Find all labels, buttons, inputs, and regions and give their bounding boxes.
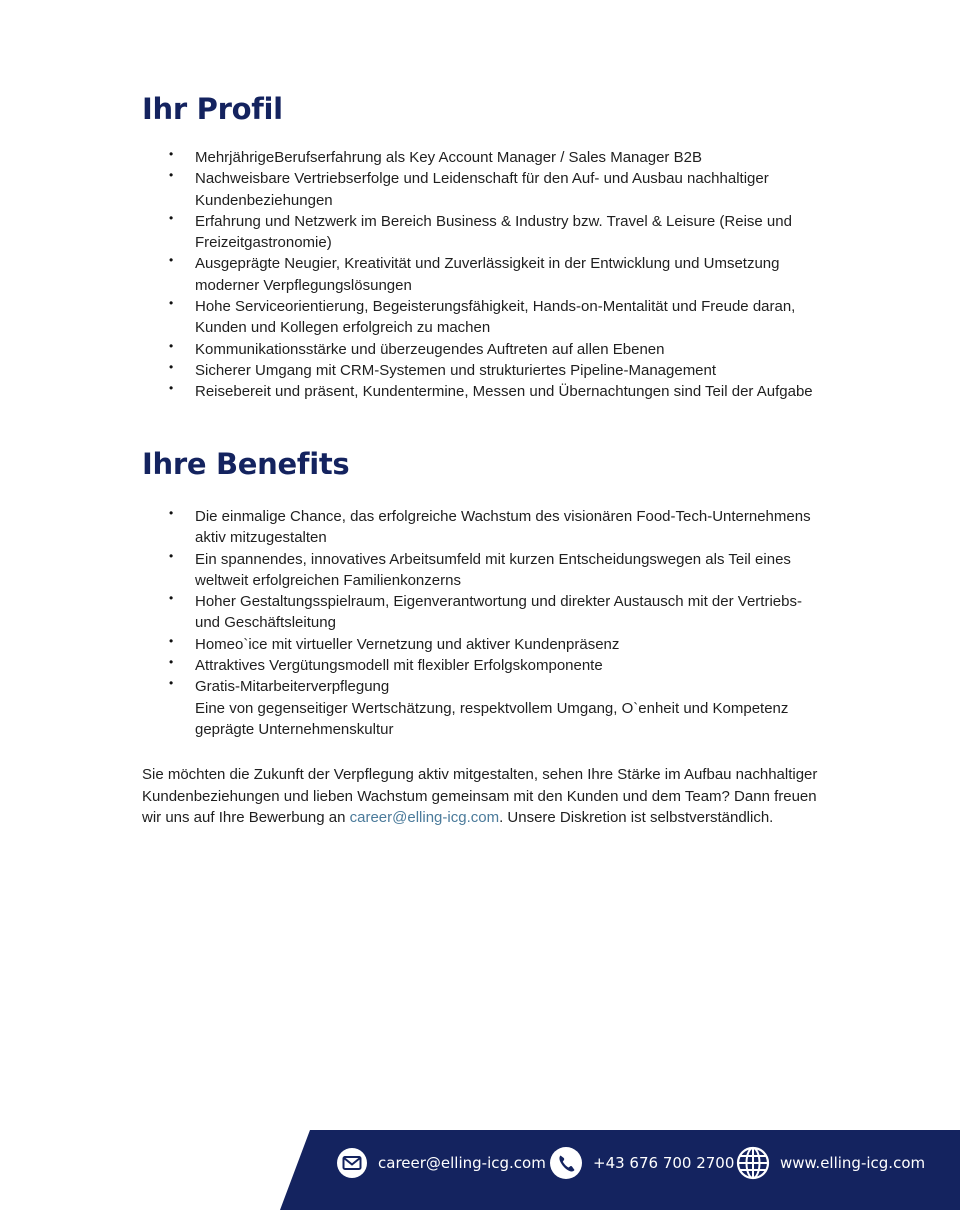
list-item bbox=[142, 168, 822, 211]
list-item bbox=[142, 698, 822, 741]
bullet-icon: • bbox=[169, 633, 174, 648]
list-item-text: Ausgeprägte Neugier, Kreativität und Zuverlässigkeit in der Entwicklung und Umsetzung moderner Verpflegungslösungen bbox=[195, 255, 780, 294]
email-link[interactable]: career@elling-icg.com bbox=[349, 809, 500, 826]
footer-phone-text[interactable]: +43 676 700 2700 bbox=[593, 1154, 735, 1172]
phone-icon bbox=[549, 1146, 583, 1180]
bullet-icon: • bbox=[169, 296, 174, 311]
list-item-text: Homeo`ice mit virtueller Vernetzung und aktiver Kundenpräsenz bbox=[195, 635, 620, 653]
list-item-text: Erfahrung und Netzwerk im Bereich Business & Industry bzw. Travel & Leisure (Reise und Freizeitgastronomie) bbox=[195, 212, 792, 252]
envelope-icon bbox=[336, 1147, 368, 1179]
list-item-text: Reisebereit und präsent, Kundentermine, Messen und Übernachtungen sind Teil der Aufgabe bbox=[195, 383, 813, 401]
list-item bbox=[142, 506, 822, 549]
bullet-icon: • bbox=[169, 381, 174, 396]
closing-paragraph bbox=[142, 764, 822, 829]
bullet-icon: • bbox=[169, 655, 174, 670]
list-item-text: Hohe Serviceorientierung, Begeisterungsfähigkeit, Hands-on-Mentalität und Freude daran, Kunden und Kollegen erfolgreich zu machen bbox=[195, 298, 796, 337]
list-item bbox=[142, 634, 822, 655]
list-item bbox=[142, 253, 822, 296]
list-item-text: Ein spannendes, innovatives Arbeitsumfeld mit kurzen Entscheidungswegen als Teil eines weltweit erfolgreichen Familienkonzerns bbox=[195, 550, 791, 589]
bullet-icon: • bbox=[169, 147, 174, 161]
footer-email[interactable] bbox=[336, 1146, 546, 1180]
section-title-profil: Ihr Profil bbox=[142, 92, 283, 126]
bullet-icon: • bbox=[169, 168, 174, 183]
list-item bbox=[142, 360, 822, 381]
bullet-icon: • bbox=[169, 591, 174, 606]
list-item bbox=[142, 676, 822, 697]
list-item-text: Hoher Gestaltungsspielraum, Eigenverantwortung und direkter Austausch mit der Vertriebs- und Geschäftsleitung bbox=[195, 593, 802, 632]
bullet-icon: • bbox=[169, 338, 174, 353]
footer-web-text[interactable]: www.elling-icg.com bbox=[780, 1154, 926, 1172]
list-item-text: Kommunikationsstärke und überzeugendes Auftreten auf allen Ebenen bbox=[195, 340, 665, 358]
bullet-icon: • bbox=[169, 548, 174, 563]
bullet-icon: • bbox=[169, 359, 174, 374]
list-item bbox=[142, 339, 822, 360]
list-item bbox=[142, 591, 822, 634]
list-item-text: Sicherer Umgang mit CRM-Systemen und strukturiertes Pipeline-Management bbox=[195, 361, 717, 379]
list-item bbox=[142, 211, 822, 254]
footer-web[interactable] bbox=[736, 1146, 925, 1180]
section-title-benefits: Ihre Benefits bbox=[142, 447, 350, 481]
list-item-text: Attraktives Vergütungsmodell mit flexibler Erfolgskomponente bbox=[195, 657, 603, 675]
closing-text: Sie möchten die Zukunft der Verpflegung aktiv mitgestalten, sehen Ihre Stärke im Aufbau nachhaltiger Kundenbeziehungen und lieben Wachstum gemeinsam mit den Kunden und dem Team? Dann freuen wir uns auf Ihre Bewerbung an bbox=[142, 766, 818, 826]
closing-text-end: . Unsere Diskretion ist selbstverständlich. bbox=[499, 809, 774, 826]
list-item-text: Eine von gegenseitiger Wertschätzung, respektvollem Umgang, O`enheit und Kompetenz geprägte Unternehmenskultur bbox=[195, 699, 789, 738]
bullet-icon: • bbox=[169, 676, 174, 691]
bullet-icon: • bbox=[169, 506, 174, 520]
benefits-list bbox=[142, 506, 822, 740]
bullet-icon: • bbox=[169, 253, 174, 268]
footer-phone[interactable] bbox=[549, 1146, 734, 1180]
list-item-text: Nachweisbare Vertriebserfolge und Leidenschaft für den Auf- und Ausbau nachhaltiger Kundenbeziehungen bbox=[195, 170, 769, 209]
list-item bbox=[142, 381, 822, 402]
list-item bbox=[142, 549, 822, 592]
footer-email-text[interactable]: career@elling-icg.com bbox=[378, 1154, 546, 1172]
list-item-text: Gratis-Mitarbeiterverpflegung bbox=[195, 678, 390, 696]
list-item bbox=[142, 655, 822, 676]
list-item bbox=[142, 147, 822, 168]
bullet-icon: • bbox=[169, 210, 174, 225]
list-item bbox=[142, 296, 822, 339]
profil-list bbox=[142, 147, 822, 403]
globe-icon bbox=[736, 1146, 770, 1180]
list-item-text: Die einmalige Chance, das erfolgreiche Wachstum des visionären Food-Tech-Unternehmens aktiv mitzugestalten bbox=[195, 508, 811, 547]
list-item-text: MehrjährigeBerufserfahrung als Key Account Manager / Sales Manager B2B bbox=[195, 149, 702, 166]
